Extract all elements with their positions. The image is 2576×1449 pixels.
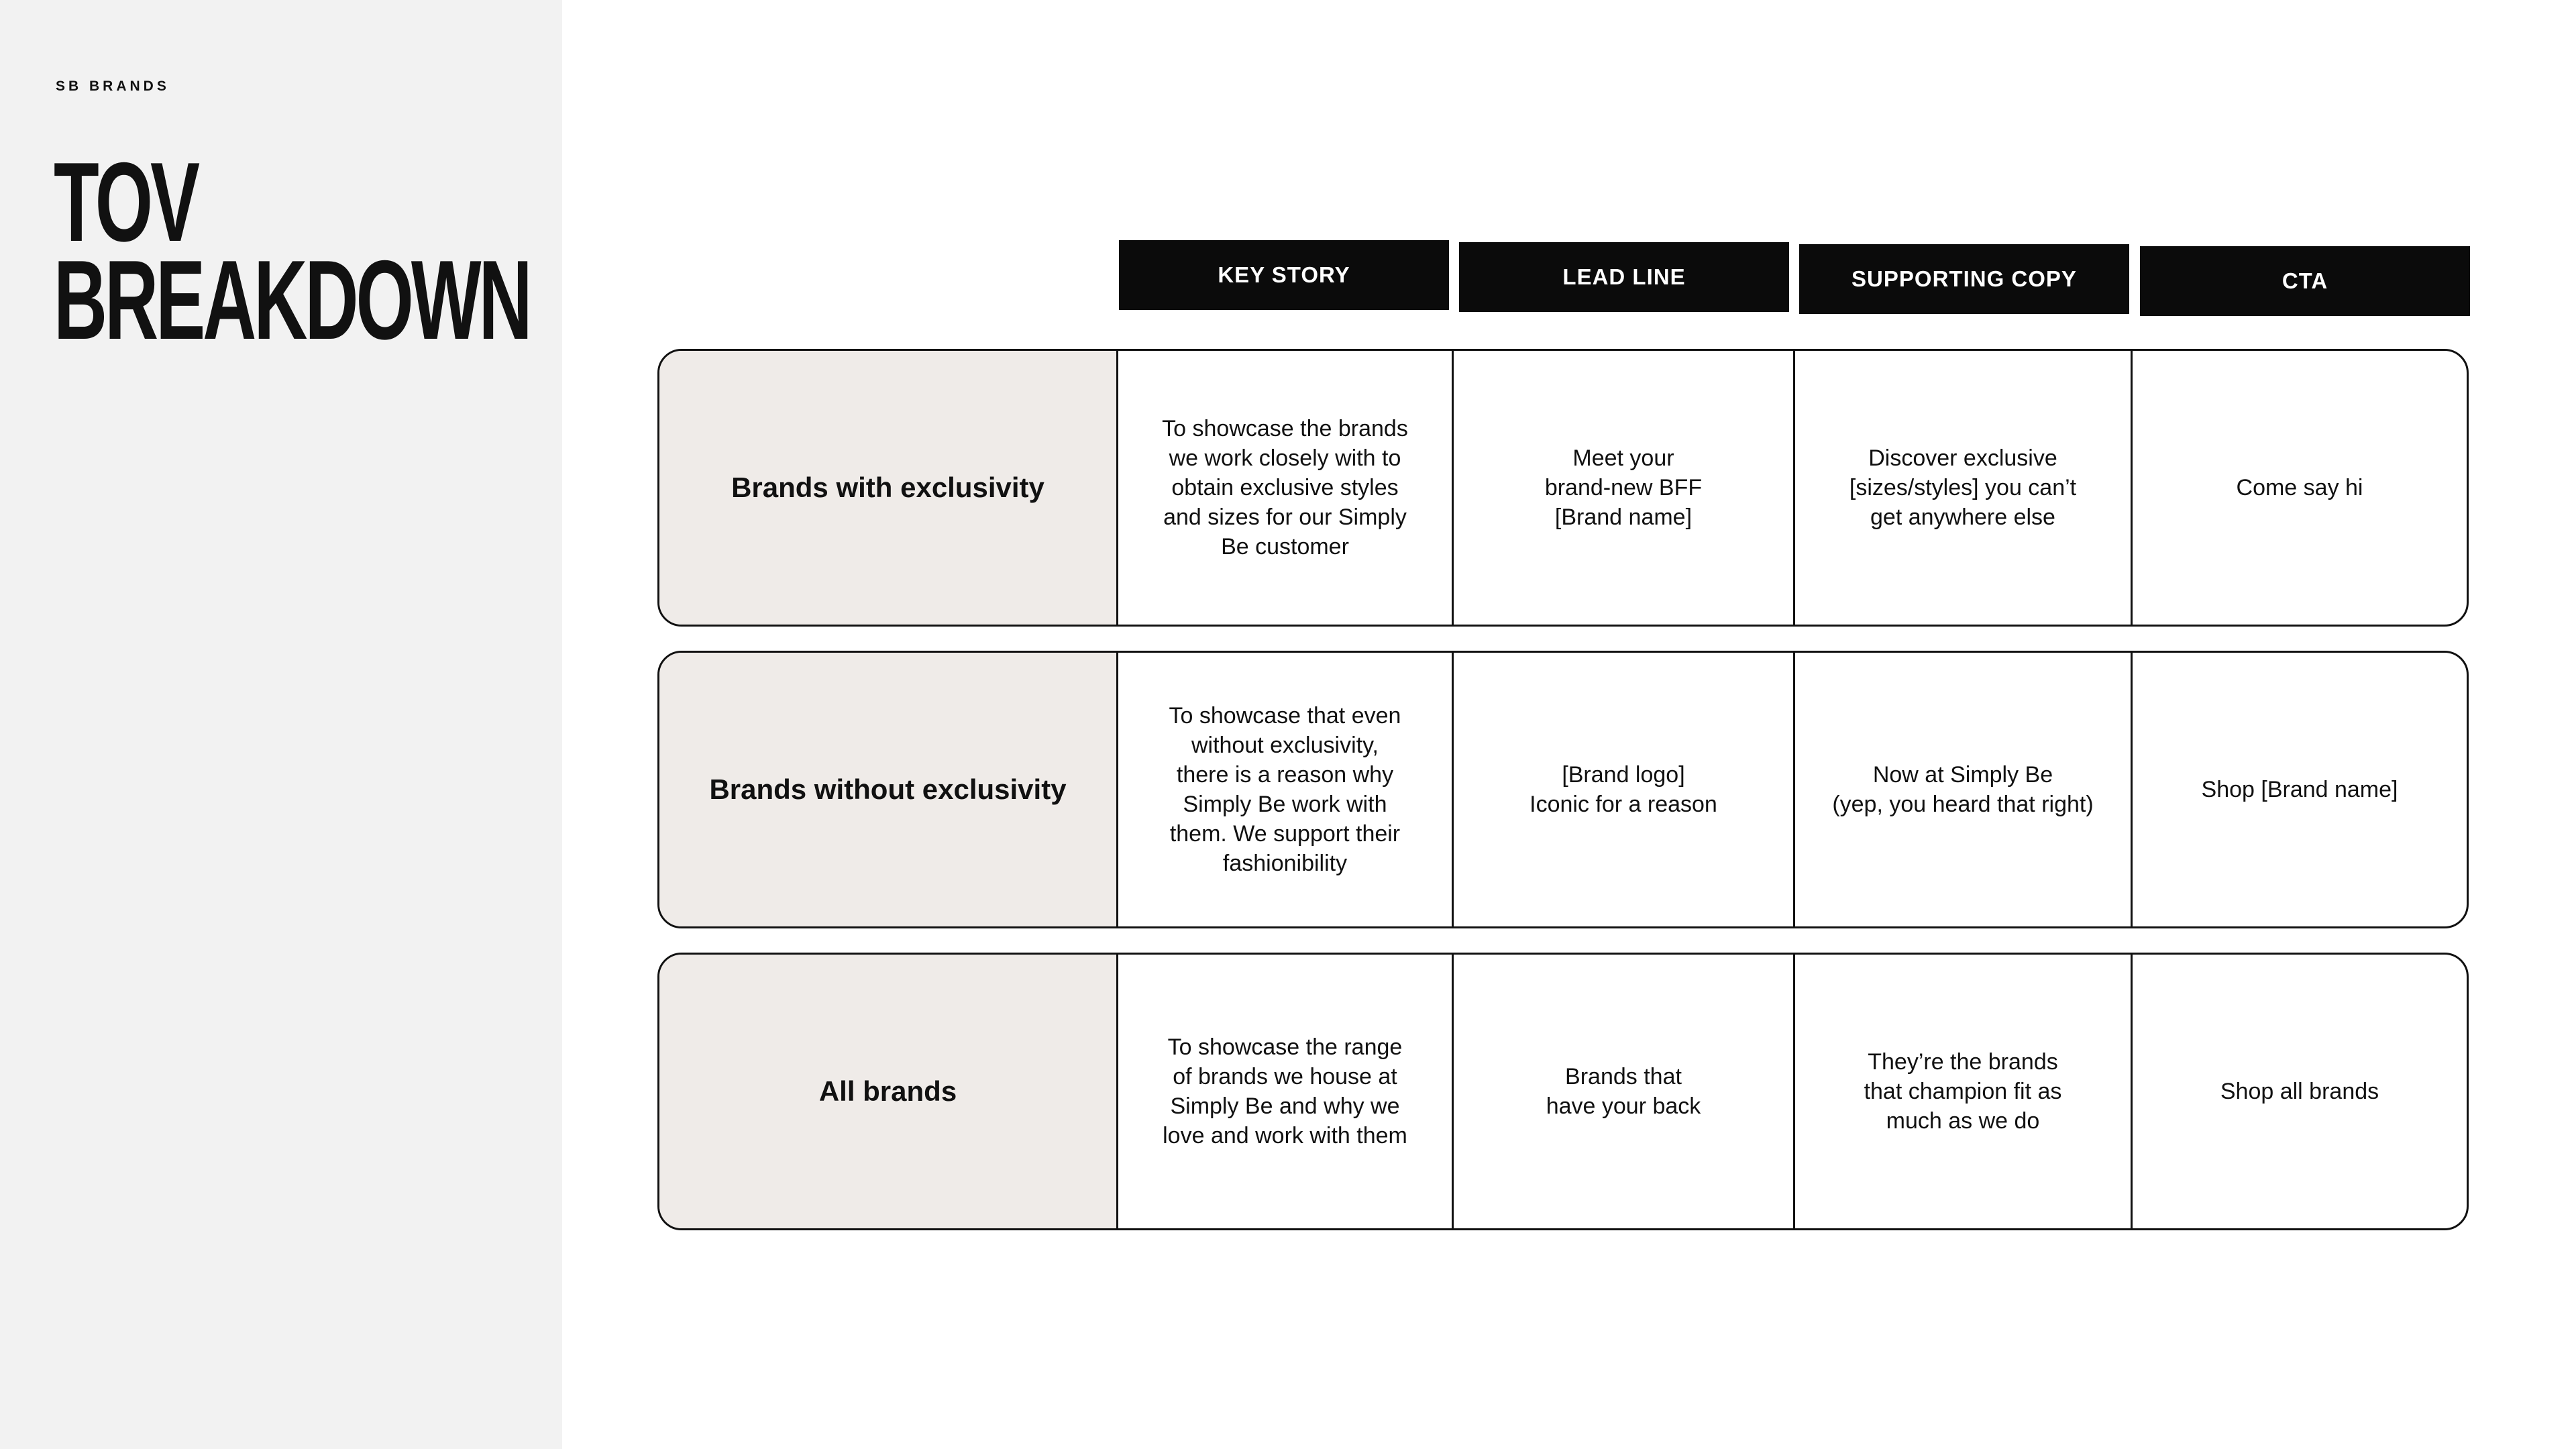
- key-story-cell: To showcase that even without exclusivity, there is a reason why Simply Be work with them. We support their fashionibility: [1118, 653, 1454, 926]
- row-label: Brands with exclusivity: [659, 351, 1118, 625]
- table-row-all-brands: [657, 953, 2469, 1230]
- sidebar: [0, 0, 562, 1449]
- supporting-copy-cell: They’re the brands that champion fit as much as we do: [1795, 955, 2133, 1228]
- row-label: Brands without exclusivity: [659, 653, 1118, 926]
- lead-line-cell: Meet your brand-new BFF [Brand name]: [1454, 351, 1795, 625]
- lead-line-cell: Brands that have your back: [1454, 955, 1795, 1228]
- row-label: All brands: [659, 955, 1118, 1228]
- brand-tag: SB BRANDS: [56, 78, 170, 94]
- supporting-copy-cell: Discover exclusive [sizes/styles] you can’t get anywhere else: [1795, 351, 2133, 625]
- supporting-copy-cell: Now at Simply Be (yep, you heard that right): [1795, 653, 2133, 926]
- column-header-cta: CTA: [2140, 246, 2470, 316]
- table-row-brands-with-exclusivity: [657, 349, 2469, 627]
- column-header-supporting-copy: SUPPORTING COPY: [1799, 244, 2129, 314]
- page-title: TOV BREAKDOWN: [54, 139, 530, 363]
- column-header-key-story: KEY STORY: [1119, 240, 1449, 310]
- cta-cell: Shop all brands: [2220, 1079, 2379, 1104]
- cta-cell: Shop [Brand name]: [2201, 777, 2398, 802]
- key-story-cell: To showcase the brands we work closely with to obtain exclusive styles and sizes for our Simply Be customer: [1118, 351, 1454, 625]
- key-story-cell: To showcase the range of brands we house at Simply Be and why we love and work with them: [1118, 955, 1454, 1228]
- cta-cell: Come say hi: [2236, 475, 2363, 500]
- lead-line-cell: [Brand logo] Iconic for a reason: [1454, 653, 1795, 926]
- column-header-lead-line: LEAD LINE: [1459, 242, 1789, 312]
- table-row-brands-without-exclusivity: [657, 651, 2469, 928]
